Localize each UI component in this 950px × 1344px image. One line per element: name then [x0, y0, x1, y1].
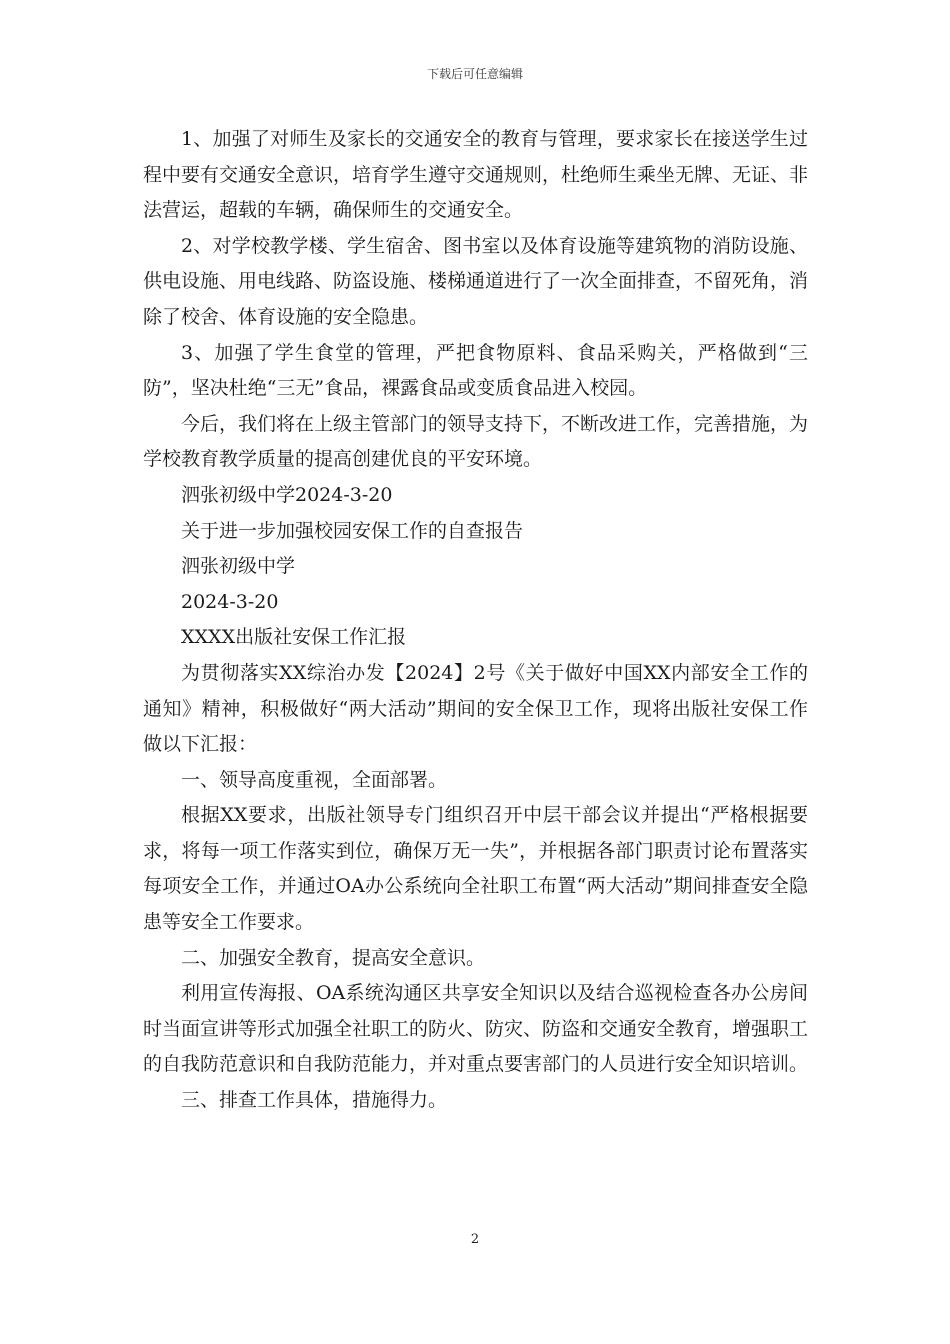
report-date: 2024-3-20: [181, 590, 279, 613]
paragraph: 3、加强了学生食堂的管理，严把食物原料、食品采购关，严格做到“三防”，坚决杜绝“三无”食品，裸露食品或变质食品进入校园。: [143, 341, 808, 400]
heading-2: 二、加强安全教育，提高安全意识。: [181, 946, 486, 969]
paragraph: 1、加强了对师生及家长的交通安全的教育与管理，要求家长在接送学生过程中要有交通安全意识，培育学生遵守交通规则，杜绝师生乘坐无牌、无证、非法营运，超载的车辆，确保师生的交通安全。: [143, 128, 809, 222]
paragraph: 今后，我们将在上级主管部门的领导支持下，不断改进工作，完善措施，为学校教育教学质量的提高创建优良的平安环境。: [143, 412, 809, 471]
page-header: 下载后可任意编辑: [426, 67, 523, 81]
paragraph: 根据XX要求，出版社领导专门组织召开中层干部会议并提出“严格根据要求，将每一项工作落实到位，确保万无一失”，并根据各部门职责讨论布置落实每项安全工作，并通过OA办公系统向全社职工布置“两大活动”期间排查安全隐患等安全工作要求。: [143, 804, 808, 934]
document-body: [143, 122, 808, 1119]
section-title: XXXX出版社安保工作汇报: [181, 626, 407, 649]
paragraph: 2、对学校教学楼、学生宿舍、图书室以及体育设施等建筑物的消防设施、供电设施、用电线路、防盗设施、楼梯通道进行了一次全面排查，不留死角，消除了校舍、体育设施的安全隐患。: [143, 234, 809, 328]
report-title: 关于进一步加强校园安保工作的自查报告: [181, 519, 524, 542]
heading-3: 三、排查工作具体，措施得力。: [181, 1089, 448, 1112]
page-number: 2: [470, 1232, 480, 1247]
heading-1: 一、领导高度重视，全面部署。: [181, 768, 448, 791]
paragraph: 利用宣传海报、OA系统沟通区共享安全知识以及结合巡视检查各办公房间时当面宣讲等形式加强全社职工的防火、防灾、防盗和交通安全教育，增强职工的自我防范意识和自我防范能力，并对重点要害部门的人员进行安全知识培训。: [143, 982, 809, 1076]
paragraph: 为贯彻落实XX综治办发【2024】2号《关于做好中国XX内部安全工作的通知》精神，积极做好“两大活动”期间的安全保卫工作，现将出版社安保工作做以下汇报：: [143, 661, 808, 756]
signature-line: 泗张初级中学2024-3-20: [181, 483, 393, 506]
school-name: 泗张初级中学: [181, 555, 296, 578]
